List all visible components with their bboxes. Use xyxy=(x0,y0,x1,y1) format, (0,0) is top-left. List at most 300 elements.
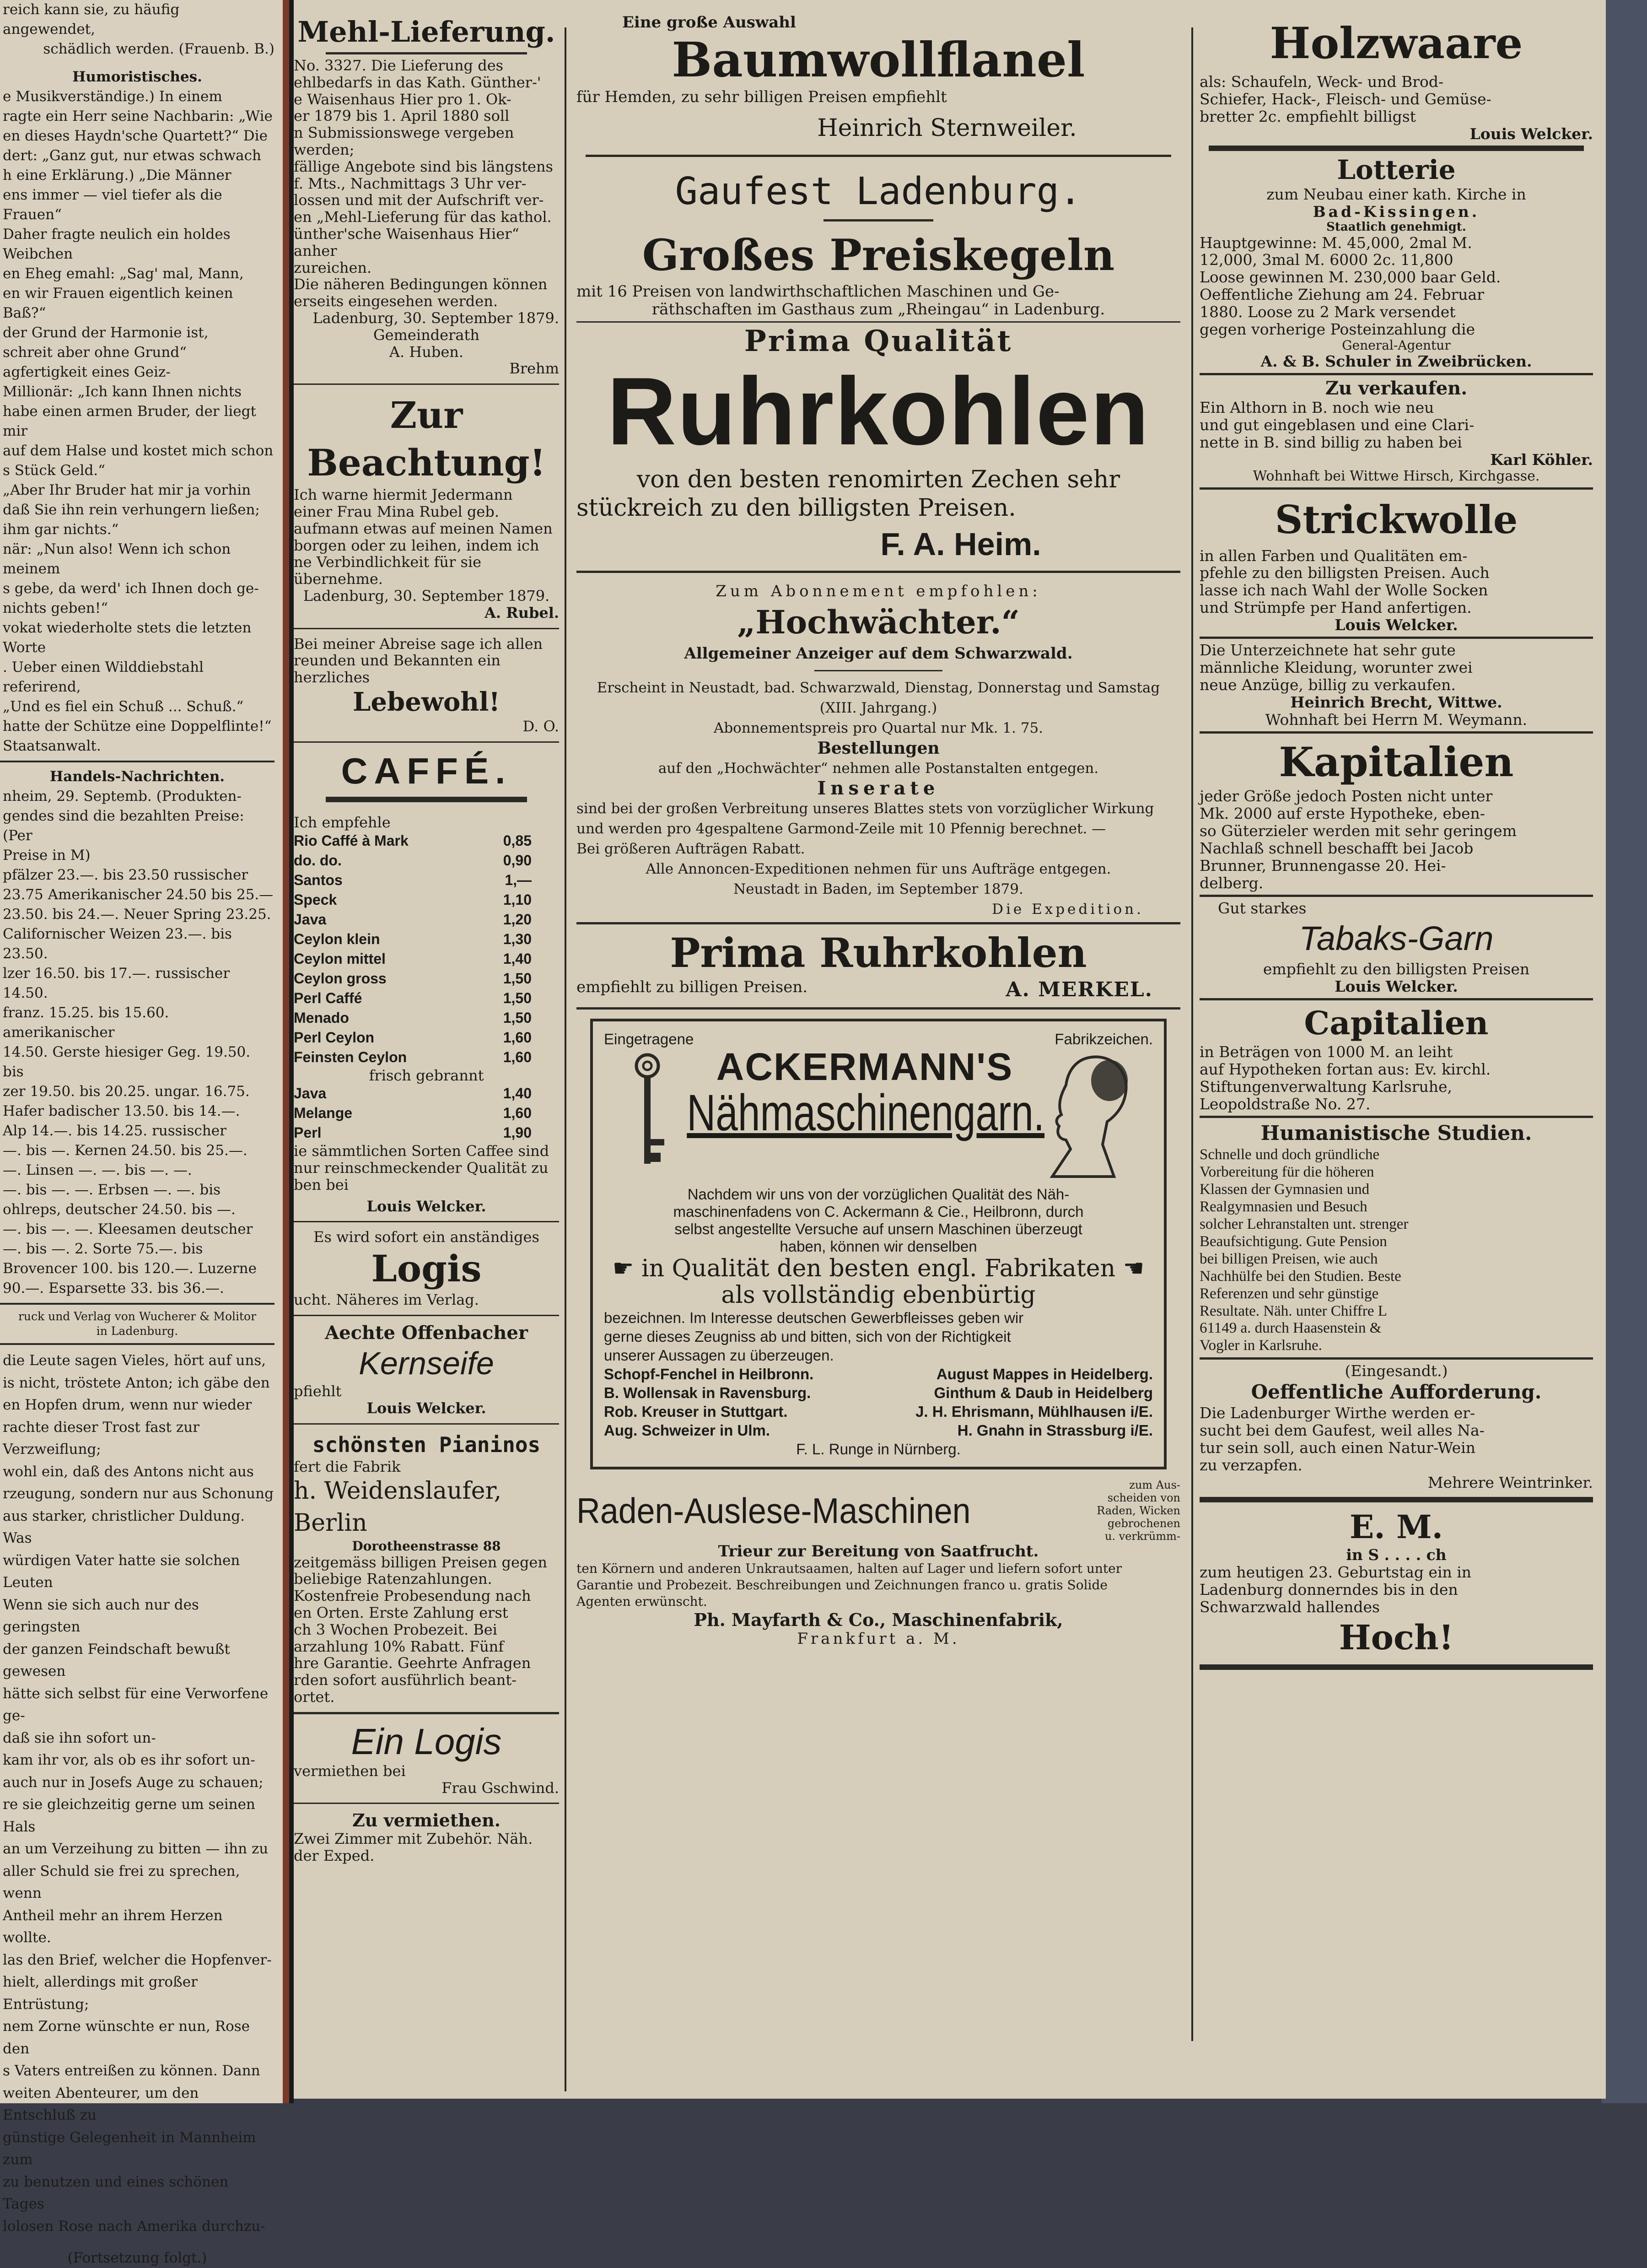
divider xyxy=(576,1007,1180,1010)
text-line: ch 3 Wochen Probezeit. Bei xyxy=(294,1620,497,1638)
tabak-title: Tabaks-Garn xyxy=(1299,919,1494,958)
text-line: schreit aber ohne Grund“ xyxy=(3,344,187,361)
text-line: „Und es fiel ein Schuß ... Schuß.“ xyxy=(3,698,244,715)
text-line: General-Agentur xyxy=(1342,338,1451,353)
text-line: zum heutigen 23. Geburtstag ein in xyxy=(1200,1563,1472,1581)
text-line: dert: „Ganz gut, nur etwas schwach xyxy=(3,147,261,164)
divider xyxy=(1200,637,1593,639)
divider xyxy=(294,1315,559,1316)
lotterie-place: Bad-Kissingen. xyxy=(1313,202,1480,221)
text-line: en Orten. Erste Zahlung erst xyxy=(294,1604,508,1622)
divider xyxy=(294,1423,559,1425)
text-line: kam ihr vor, als ob es ihr sofort un- xyxy=(3,1752,255,1768)
text-line: Eingetragene xyxy=(604,1030,694,1048)
caffe-footer xyxy=(294,1143,559,1193)
text-line: der Grund der Harmonie ist, xyxy=(3,324,209,341)
text-line: Erscheint in Neustadt, bad. Schwarzwald, Dienstag, Donnerstag und Samstag xyxy=(597,680,1160,697)
ruhr-signer: F. A. Heim. xyxy=(880,526,1041,562)
text-line: auf Hypotheken fortan aus: Ev. kirchl. xyxy=(1200,1060,1491,1079)
text-line: bretter 2c. empfiehlt billigst xyxy=(1200,107,1416,125)
text-line: ucht. Näheres im Verlag. xyxy=(294,1291,479,1309)
text-line: der ganzen Feindschaft bewußt gewesen xyxy=(3,1641,230,1679)
text-line: haben, können wir denselben xyxy=(780,1237,977,1255)
text-line: (Eingesandt.) xyxy=(1345,1362,1448,1380)
price-row xyxy=(294,1103,532,1123)
text-line: gegen vorherige Posteinzahlung die xyxy=(1200,320,1475,339)
text-line: gerne dieses Zeugniss ab und bitten, sich von der Richtigkeit xyxy=(604,1328,1011,1345)
text-line: daß sie ihn sofort un- xyxy=(3,1729,156,1746)
divider xyxy=(294,628,559,629)
text-line: daß Sie ihn rein verhungern ließen; xyxy=(3,502,260,518)
text-line: Bei größeren Aufträgen Rabatt. xyxy=(576,841,805,858)
ackermann-logo-area xyxy=(604,1045,1153,1186)
raden-header xyxy=(576,1479,1180,1543)
text-line: zeitgemäss billigen Preisen gegen xyxy=(294,1553,547,1571)
text-line: einer Frau Mina Rubel geb. xyxy=(294,502,500,520)
caffe-intro: Ich empfehle xyxy=(294,813,391,831)
text-line: en dieses Haydn'sche Quartett?“ Die xyxy=(3,128,268,144)
divider xyxy=(576,922,1180,924)
text-line: zu benutzen und eines schönen Tages xyxy=(3,2173,229,2212)
raden-body xyxy=(576,1561,1180,1610)
text-line: Aechte Offenbacher xyxy=(325,1322,528,1344)
hochwaechter-h3: Inserate xyxy=(817,778,940,799)
text-line: Leopoldstraße No. 27. xyxy=(1200,1095,1371,1113)
text-line: e Waisenhaus Hier pro 1. Ok- xyxy=(294,90,511,108)
price-row xyxy=(294,969,532,988)
text-line: ünther'sche Waisenhaus Hier“ anher xyxy=(294,225,519,259)
caffe-price-list xyxy=(294,831,559,1067)
text-line: wohl ein, daß des Antons nicht aus xyxy=(3,1463,254,1480)
column-3 xyxy=(576,14,1180,1648)
text-line: Es wird sofort ein anständiges xyxy=(313,1228,539,1246)
divider xyxy=(294,383,559,385)
text-line: 12,000, 3mal M. 6000 2c. 11,800 xyxy=(1200,251,1453,269)
ruhr-subtitle: Prima Qualität xyxy=(744,324,1013,359)
mehl-date: Ladenburg, 30. September 1879. xyxy=(312,309,559,327)
text-line: bei billigen Preisen, wie auch xyxy=(1200,1250,1378,1267)
text-line: vermiethen bei xyxy=(294,1762,406,1780)
pianos-title: schönsten Pianinos xyxy=(312,1432,541,1457)
item-price: 1,20 xyxy=(503,911,532,928)
text-line: Californischer Weizen 23.—. bis 23.50. xyxy=(3,926,232,962)
lotterie-signer: A. & B. Schuler in Zweibrücken. xyxy=(1260,352,1532,371)
text-line: und Strümpfe per Hand anfertigen. xyxy=(1200,599,1472,617)
holz-ad xyxy=(1200,14,1593,143)
text-line: Vorbereitung für die höheren xyxy=(1200,1164,1374,1181)
text-line: —. bis —. Kernen 24.50. bis 25.—. xyxy=(3,1142,248,1159)
verkauf-body xyxy=(1200,399,1593,451)
text-line: f. Mts., Nachmittags 3 Uhr ver- xyxy=(294,174,527,192)
text-line: Alp 14.—. bis 14.25. russischer xyxy=(3,1123,226,1139)
text-line: Klassen der Gymnasien und xyxy=(1200,1181,1370,1198)
verkauf-ad xyxy=(1200,378,1593,484)
vermieten-ad xyxy=(294,1810,559,1864)
item-name: Santos xyxy=(294,871,343,888)
lebewohl-title: Lebewohl! xyxy=(353,686,500,717)
hochwaechter-ad xyxy=(576,581,1180,919)
divider xyxy=(294,1221,559,1222)
price-row xyxy=(294,831,532,851)
divider xyxy=(294,741,559,743)
text-line: in allen Farben und Qualitäten em- xyxy=(1200,546,1468,565)
text-line: in Ladenburg. xyxy=(96,1324,178,1338)
text-line: Ein Althorn in B. noch wie neu xyxy=(1200,399,1434,417)
text-line: auf dem Halse und kostet mich schon xyxy=(3,443,274,459)
vermieten-title: Zu vermiethen. xyxy=(352,1810,501,1831)
item-price: 1,60 xyxy=(503,1105,532,1122)
item-name: Feinsten Ceylon xyxy=(294,1048,407,1065)
text-line: Trieur zur Bereitung von Saatfrucht. xyxy=(718,1542,1039,1561)
unterz-signer: Heinrich Brecht, Wittwe. xyxy=(1290,693,1502,712)
text-line: in Qualität den besten engl. Fabrikaten xyxy=(641,1254,1116,1282)
text-line: nheim, 29. Septemb. (Produkten- xyxy=(3,788,242,805)
divider xyxy=(1200,1357,1593,1360)
text-line: Stiftungenverwaltung Karlsruhe, xyxy=(1200,1078,1453,1096)
story-lines xyxy=(0,1350,274,2237)
text-line: sucht bei dem Gaufest, weil alles Na- xyxy=(1200,1421,1485,1440)
price-row xyxy=(294,1123,532,1143)
item-name: Ceylon gross xyxy=(294,970,387,987)
baumwoll-signer: Heinrich Sternweiler. xyxy=(817,114,1077,142)
caffe-price-list-2 xyxy=(294,1084,559,1143)
capitalien-title: Capitalien xyxy=(1304,1004,1489,1042)
price-row xyxy=(294,1084,532,1103)
text-line: las den Brief, welcher die Hopfenver- xyxy=(3,1951,272,1968)
text-line: er 1879 bis 1. April 1880 soll xyxy=(294,107,510,125)
einlogis-ad xyxy=(294,1721,559,1797)
raden-ad xyxy=(576,1479,1180,1648)
text-line: der Exped. xyxy=(294,1847,375,1864)
left-column-text xyxy=(0,0,274,2268)
price-row xyxy=(294,851,532,870)
text-line: zum Aus- xyxy=(1129,1478,1180,1491)
kapitalien-title: Kapitalien xyxy=(1279,738,1514,786)
text-line: hielt, allerdings mit großer Entrüstung; xyxy=(3,1974,198,2013)
hochwaechter-signer: Die Expedition. xyxy=(992,901,1144,918)
em-ad xyxy=(1200,1508,1593,1660)
firm-row xyxy=(604,1365,1153,1383)
text-line: reich kann sie, zu häufig angewendet, xyxy=(3,1,180,38)
text-line: is nicht, tröstete Anton; ich gäbe den xyxy=(3,1374,270,1391)
text-line: hätte sich selbst für eine Verworfene ge- xyxy=(3,1685,269,1724)
kernseife-signer: Louis Welcker. xyxy=(366,1399,486,1417)
text-line: Brovencer 100. bis 120.—. Luzerne xyxy=(3,1260,257,1277)
pianos-ad xyxy=(294,1431,559,1706)
item-price: 0,85 xyxy=(503,832,532,849)
text-line: mit 16 Preisen von landwirthschaftlichen Maschinen und Ge- xyxy=(576,282,1060,301)
eingesandt-body xyxy=(1200,1404,1593,1474)
text-line: gendes sind die bezahlten Preise: (Per xyxy=(3,808,244,844)
item-name: Rio Caffé à Mark xyxy=(294,832,409,849)
text-line: auf den „Hochwächter“ nehmen alle Postanstalten entgegen. xyxy=(658,760,1099,777)
kapitalien-ad xyxy=(1200,736,1593,892)
text-line: 61149 a. durch Haasenstein & xyxy=(1200,1320,1382,1337)
holz-signer: Louis Welcker. xyxy=(1469,124,1593,143)
text-line: —. bis —. —. Kleesamen deutscher xyxy=(3,1221,253,1237)
item-price: 1,60 xyxy=(503,1029,532,1046)
text-line: tur sein soll, auch einen Natur-Wein xyxy=(1200,1439,1475,1457)
ruhr-title: Ruhrkohlen xyxy=(607,357,1150,465)
text-line: „Aber Ihr Bruder hat mir ja vorhin xyxy=(3,482,251,498)
text-line: empfiehlt zu den billigsten Preisen xyxy=(1263,960,1530,978)
left-page-column xyxy=(0,0,283,2266)
gaufest-title: Gaufest Ladenburg. xyxy=(675,170,1082,214)
text-line: Garantie und Probezeit. Beschreibungen und Zeichnungen franco u. gratis Solide xyxy=(576,1577,1108,1593)
ackermann-body-2 xyxy=(604,1308,1153,1365)
firm-name: B. Wollensak in Ravensburg. xyxy=(604,1384,811,1401)
item-price: 1,40 xyxy=(503,950,532,967)
ackermann-claim-line xyxy=(604,1255,1153,1282)
text-line: Ladenburg donnerndes bis in den xyxy=(1200,1580,1458,1598)
ruhrkohlen-ad xyxy=(576,325,1180,566)
text-line: Preise in M) xyxy=(3,847,91,864)
firm-name: Ginthum & Daub in Heidelberg xyxy=(934,1384,1153,1401)
text-line: selbst angestellte Versuche auf unsern Maschinen überzeugt xyxy=(674,1220,1082,1237)
einlogis-title: Ein Logis xyxy=(351,1721,502,1762)
text-line: u. verkrümm- xyxy=(1104,1529,1180,1543)
eingesandt-ad xyxy=(1200,1362,1593,1491)
divider xyxy=(1200,998,1593,1000)
text-line: stückreich zu den billigsten Preisen. xyxy=(576,494,1016,522)
unterz-body xyxy=(1200,642,1593,694)
text-line: en „Mehl-Lieferung für das kathol. xyxy=(294,208,552,226)
merkel-row xyxy=(576,978,1180,1002)
text-line: Agenten erwünscht. xyxy=(576,1593,707,1609)
text-line: Raden, Wicken xyxy=(1097,1504,1180,1517)
lotterie-title: Lotterie xyxy=(1337,154,1456,185)
text-line: n Submissionswege vergeben werden; xyxy=(294,124,514,158)
text-line: würdigen Vater hatte sie solchen Leuten xyxy=(3,1552,240,1591)
kernseife-title: Kernseife xyxy=(359,1345,494,1382)
unterz-address: Wohnhaft bei Herrn M. Weymann. xyxy=(1265,710,1528,729)
text-line: ohlreps, deutscher 24.50. bis —. xyxy=(3,1201,236,1218)
capitalien-ad xyxy=(1200,1003,1593,1113)
text-line: habe einen armen Bruder, der liegt mir xyxy=(3,403,256,439)
text-line: maschinenfadens von C. Ackermann & Cie., Heilbronn, durch xyxy=(673,1203,1084,1220)
hochwaechter-date: Neustadt in Baden, im September 1879. xyxy=(733,881,1023,898)
item-name: Melange xyxy=(294,1105,353,1122)
text-line: Abonnementspreis pro Quartal nur Mk. 1. 75. xyxy=(713,720,1044,737)
text-line: in Beträgen von 1000 M. an leiht xyxy=(1200,1043,1453,1061)
text-line: beliebige Ratenzahlungen. xyxy=(294,1570,492,1588)
humor-lines xyxy=(0,87,274,756)
item-price: 1,— xyxy=(505,871,532,888)
em-hoch: Hoch! xyxy=(1339,1618,1454,1658)
divider xyxy=(1200,731,1593,734)
text-line: —. Linsen —. —. bis —. —. xyxy=(3,1162,192,1178)
humanistische-ad xyxy=(1200,1121,1593,1355)
item-price: 1,50 xyxy=(503,970,532,987)
text-line: ehlbedarfs in das Kath. Günther-' xyxy=(294,73,541,91)
divider xyxy=(1200,1664,1593,1670)
strick-title: Strickwolle xyxy=(1275,497,1518,542)
lotterie-body xyxy=(1200,234,1593,339)
text-line: Resultate. Näh. unter Chiffre L xyxy=(1200,1302,1387,1319)
tabak-ad xyxy=(1200,900,1593,996)
hochwaechter-h2: Bestellungen xyxy=(817,739,940,758)
text-line: scheiden von xyxy=(1107,1491,1180,1504)
item-name: Java xyxy=(294,1085,327,1102)
human-body xyxy=(1200,1146,1593,1355)
firm-name: J. H. Ehrismann, Mühlhausen i/E. xyxy=(915,1403,1153,1420)
item-name: Perl Caffé xyxy=(294,989,362,1006)
divider xyxy=(1200,487,1593,490)
text-line: lolosen Rose nach Amerika durchzu- xyxy=(3,2218,265,2235)
divider xyxy=(576,571,1180,573)
text-line: ruck und Verlag von Wucherer & Molitor xyxy=(18,1310,257,1323)
price-row xyxy=(294,910,532,929)
item-name: Menado xyxy=(294,1009,349,1026)
text-line: h eine Erklärung.) „Die Männer xyxy=(3,167,231,184)
mehl-title: Mehl-Lieferung. xyxy=(297,15,555,49)
divider xyxy=(1200,373,1593,375)
strick-signer: Louis Welcker. xyxy=(1335,616,1458,634)
text-line: ne Verbindlichkeit für sie übernehme. xyxy=(294,553,482,588)
text-line: reunden und Bekannten ein herzliches xyxy=(294,652,501,686)
ackermann-subtitle: Nähmaschinengarn. xyxy=(687,1084,1045,1141)
text-line: Daher fragte neulich ein holdes Weibchen xyxy=(3,226,231,262)
text-line: von den besten renomirten Zechen sehr xyxy=(636,466,1120,494)
text-line: günstige Gelegenheit in Mannheim zum xyxy=(3,2129,256,2168)
human-title: Humanistische Studien. xyxy=(1260,1122,1532,1145)
firm-name: Schopf-Fenchel in Heilbronn. xyxy=(604,1365,814,1382)
text-line: die Leute sagen Vieles, hört auf uns, xyxy=(3,1352,266,1369)
text-line: ben bei xyxy=(294,1176,349,1193)
verkauf-address: Wohnhaft bei Wittwe Hirsch, Kirchgasse. xyxy=(1253,468,1540,485)
text-line: und gut eingeblasen und eine Clari- xyxy=(1200,416,1475,434)
binder-edge xyxy=(1601,0,1647,2103)
text-line: lossen und mit der Aufschrift ver- xyxy=(294,191,544,209)
firm-row xyxy=(604,1421,1153,1440)
text-line: Antheil mehr an ihrem Herzen wollte. xyxy=(3,1907,223,1946)
text-line: nichts geben!“ xyxy=(3,600,108,616)
item-price: 0,90 xyxy=(503,852,532,869)
mehl-brehm: Brehm xyxy=(509,360,559,378)
merkel-title: Prima Ruhrkohlen xyxy=(670,929,1087,977)
text-line: 1880. Loose zu 2 Mark versendet xyxy=(1200,303,1456,321)
text-line: lasse ich nach Wahl der Wolle Socken xyxy=(1200,581,1488,599)
text-line: sind bei der großen Verbreitung unseres Blattes stets von vorzüglicher Wirkung xyxy=(576,800,1154,817)
caffe-roasted: frisch gebrannt xyxy=(369,1066,484,1084)
text-line: männliche Kleidung, worunter zwei xyxy=(1200,659,1473,677)
text-line: für Hemden, zu sehr billigen Preisen empfiehlt xyxy=(576,88,947,107)
text-line: s gebe, da werd' ich Ihnen doch ge- xyxy=(3,580,259,597)
column-4 xyxy=(1200,14,1593,1674)
text-line: Schwarzwald hallendes xyxy=(1200,1598,1380,1616)
item-price: 1,40 xyxy=(503,1085,532,1102)
text-line: F. L. Runge in Nürnberg. xyxy=(796,1440,961,1458)
merkel-ad xyxy=(576,927,1180,1002)
text-line: Referenzen und sehr günstige xyxy=(1200,1285,1379,1302)
text-line: Millionär: „Ich kann Ihnen nichts xyxy=(3,383,242,400)
lebewohl-ad xyxy=(294,636,559,735)
em-title: E. M. xyxy=(1350,1507,1443,1546)
humor-title: Humoristisches. xyxy=(72,69,202,85)
text-line: Nachdem wir uns von der vorzüglichen Qualität des Näh- xyxy=(687,1185,1070,1203)
text-line: nem Zorne wünschte er nun, Rose den xyxy=(3,2018,250,2057)
text-line: zureichen. xyxy=(294,259,372,276)
beachtung-title: Zur Beachtung! xyxy=(307,394,546,485)
mehl-body xyxy=(294,57,559,310)
text-line: pfehle zu den billigsten Preisen. Auch xyxy=(1200,564,1490,582)
firm-name: Rob. Kreuser in Stuttgart. xyxy=(604,1403,788,1420)
text-line: s Vaters entreißen zu können. Dann xyxy=(3,2063,260,2079)
text-line: Bei meiner Abreise sage ich allen xyxy=(294,635,543,653)
text-line: räthschaften im Gasthaus zum „Rheingau“ in Ladenburg. xyxy=(651,300,1105,319)
text-line: als vollständig ebenbürtig xyxy=(721,1281,1036,1309)
price-row xyxy=(294,1028,532,1048)
verkauf-title: Zu verkaufen. xyxy=(1325,378,1468,400)
text-line: Mk. 2000 auf erste Hypotheke, eben- xyxy=(1200,804,1485,822)
gaufest-headline: Großes Preiskegeln xyxy=(642,230,1115,281)
text-line: und werden pro 4gespaltene Garmond-Zeile mit 10 Pfennig berechnet. — xyxy=(576,821,1106,837)
divider xyxy=(326,52,527,54)
divider xyxy=(1200,1116,1593,1118)
lotterie-ad xyxy=(1200,154,1593,371)
item-price: 1,60 xyxy=(503,1048,532,1065)
text-line: en Eheg emahl: „Sag' mal, Mann, xyxy=(3,265,244,282)
page-spine xyxy=(283,0,289,2103)
item-price: 1,30 xyxy=(503,930,532,947)
strick-ad xyxy=(1200,492,1593,634)
text-line: ens immer — viel tiefer als die Frauen“ xyxy=(3,187,222,223)
ackermann-body xyxy=(604,1186,1153,1255)
text-line: Oeffentliche Ziehung am 24. Februar xyxy=(1200,286,1484,304)
strick-body xyxy=(1200,547,1593,617)
text-line: Zwei Zimmer mit Zubehör. Näh. xyxy=(294,1830,533,1848)
lebewohl-signature: D. O. xyxy=(522,717,559,735)
text-line: Schiefer, Hack-, Fleisch- und Gemüse- xyxy=(1200,90,1491,108)
text-line: aus starker, christlicher Duldung. Was xyxy=(3,1507,245,1546)
woman-profile-icon xyxy=(1034,1048,1135,1181)
text-line: 23.75 Amerikanischer 24.50 bis 25.— xyxy=(3,886,274,903)
capitalien-body xyxy=(1200,1043,1593,1113)
item-price: 1,50 xyxy=(503,989,532,1006)
raden-side-text xyxy=(1089,1479,1180,1543)
divider xyxy=(824,219,933,221)
ackermann-ad xyxy=(590,1019,1167,1469)
mehl-council: Gemeinderath xyxy=(373,326,479,344)
text-line: franz. 15.25. bis 15.60. amerikanischer xyxy=(3,1004,169,1041)
item-price: 1,90 xyxy=(503,1124,532,1141)
price-row xyxy=(294,1008,532,1028)
price-row xyxy=(294,988,532,1008)
em-body xyxy=(1200,1564,1593,1616)
text-line: jeder Größe jedoch Posten nicht unter xyxy=(1200,787,1493,805)
item-name: do. do. xyxy=(294,852,342,869)
gaufest-ad xyxy=(576,168,1180,319)
divider xyxy=(576,321,1180,323)
price-row xyxy=(294,890,532,910)
text-line: arzahlung 10% Rabatt. Fünf xyxy=(294,1637,504,1655)
text-line: pfälzer 23.—. bis 23.50 russischer xyxy=(3,867,248,883)
column-rule xyxy=(565,27,566,2091)
firm-row xyxy=(604,1383,1153,1402)
divider xyxy=(0,1303,274,1305)
firm-name: H. Gnahn in Strassburg i/E. xyxy=(957,1421,1153,1439)
caffe-title: CAFFÉ. xyxy=(341,750,512,791)
text-line: aller Schuld sie frei zu sprechen, wenn xyxy=(3,1863,240,1901)
text-line: pfiehlt xyxy=(294,1382,342,1400)
baumwoll-title: Baumwollflanel xyxy=(672,32,1085,88)
eingesandt-title: Oeffentliche Aufforderung. xyxy=(1251,1381,1542,1404)
logis-ad xyxy=(294,1229,559,1308)
text-line: lzer 16.50. bis 17.—. russischer 14.50. xyxy=(3,965,230,1001)
holz-body xyxy=(1200,73,1593,125)
divider xyxy=(326,797,527,802)
item-name: Ceylon mittel xyxy=(294,950,386,967)
